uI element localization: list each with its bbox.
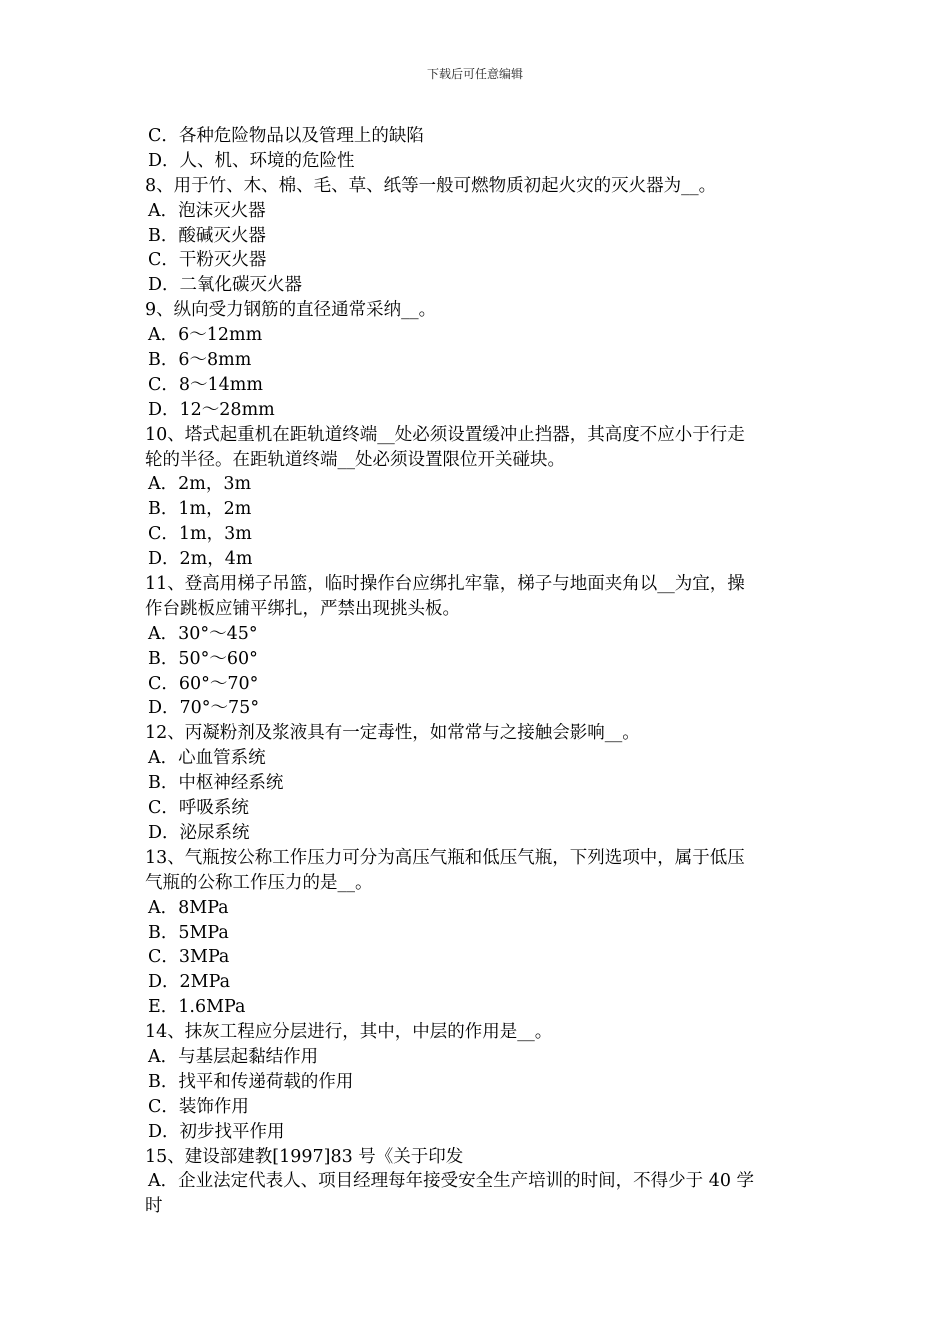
option-line: A．8MPa bbox=[148, 897, 229, 918]
option-line: C．呼吸系统 bbox=[148, 798, 249, 819]
option-line: B．找平和传递荷载的作用 bbox=[148, 1071, 354, 1092]
question-line: 9、纵向受力钢筋的直径通常采纳__。 bbox=[145, 300, 437, 321]
option-line: B．1m，2m bbox=[148, 499, 252, 520]
option-line: D．二氧化碳灭火器 bbox=[148, 275, 303, 296]
option-line: D．泌尿系统 bbox=[148, 822, 250, 843]
option-line: D．初步找平作用 bbox=[148, 1121, 285, 1142]
option-line: B．酸碱灭火器 bbox=[148, 225, 266, 246]
option-line: D．70°～75° bbox=[148, 698, 260, 719]
question-line: 10、塔式起重机在距轨道终端__处必须设置缓冲止挡器，其高度不应小于行走 bbox=[145, 424, 745, 445]
option-line: A．与基层起黏结作用 bbox=[148, 1046, 319, 1067]
option-line: D．人、机、环境的危险性 bbox=[148, 150, 355, 171]
question-line: 12、丙凝粉剂及浆液具有一定毒性，如常常与之接触会影响__。 bbox=[145, 723, 640, 744]
page-header: 下载后可任意编辑 bbox=[426, 67, 523, 81]
question-line: 作台跳板应铺平绑扎，严禁出现挑头板。 bbox=[145, 598, 460, 619]
option-line: D．12～28mm bbox=[148, 399, 275, 420]
option-line: B．50°～60° bbox=[148, 648, 258, 669]
question-line: 时 bbox=[145, 1196, 163, 1217]
question-line: 13、气瓶按公称工作压力可分为高压气瓶和低压气瓶，下列选项中，属于低压 bbox=[145, 847, 745, 868]
option-line: B．中枢神经系统 bbox=[148, 773, 284, 794]
option-line: C．装饰作用 bbox=[148, 1096, 249, 1117]
option-line: D．2MPa bbox=[148, 972, 231, 993]
option-line: A．心血管系统 bbox=[148, 748, 266, 769]
option-line: B．6～8mm bbox=[148, 350, 252, 371]
option-line: C．8～14mm bbox=[148, 374, 263, 395]
option-line: A．企业法定代表人、项目经理每年接受安全生产培训的时间，不得少于 40 学 bbox=[148, 1171, 755, 1192]
option-line: E．1.6MPa bbox=[148, 997, 246, 1018]
option-line: A．2m，3m bbox=[148, 474, 252, 495]
option-line: A．30°～45° bbox=[148, 623, 258, 644]
option-line: B．5MPa bbox=[148, 922, 229, 943]
option-line: C．干粉灭火器 bbox=[148, 250, 267, 271]
option-line: C．60°～70° bbox=[148, 673, 259, 694]
option-line: D．2m，4m bbox=[148, 549, 253, 570]
question-line: 11、登高用梯子吊篮，临时操作台应绑扎牢靠，梯子与地面夹角以__为宜，操 bbox=[145, 574, 745, 595]
question-line: 15、建设部建教[1997]83 号《关于印发 bbox=[145, 1146, 464, 1167]
question-line: 气瓶的公称工作压力的是__。 bbox=[145, 872, 373, 893]
option-line: A．泡沫灭火器 bbox=[148, 200, 266, 221]
option-line: C．各种危险物品以及管理上的缺陷 bbox=[148, 126, 424, 146]
question-line: 8、用于竹、木、棉、毛、草、纸等一般可燃物质初起火灾的灭火器为__。 bbox=[145, 175, 717, 196]
option-line: A．6～12mm bbox=[148, 325, 263, 346]
option-line: C．1m，3m bbox=[148, 524, 252, 545]
option-line: C．3MPa bbox=[148, 947, 230, 968]
question-line: 14、抹灰工程应分层进行，其中，中层的作用是__。 bbox=[145, 1022, 553, 1043]
question-line: 轮的半径。在距轨道终端__处必须设置限位开关碰块。 bbox=[145, 449, 565, 470]
document-body bbox=[145, 124, 810, 1219]
